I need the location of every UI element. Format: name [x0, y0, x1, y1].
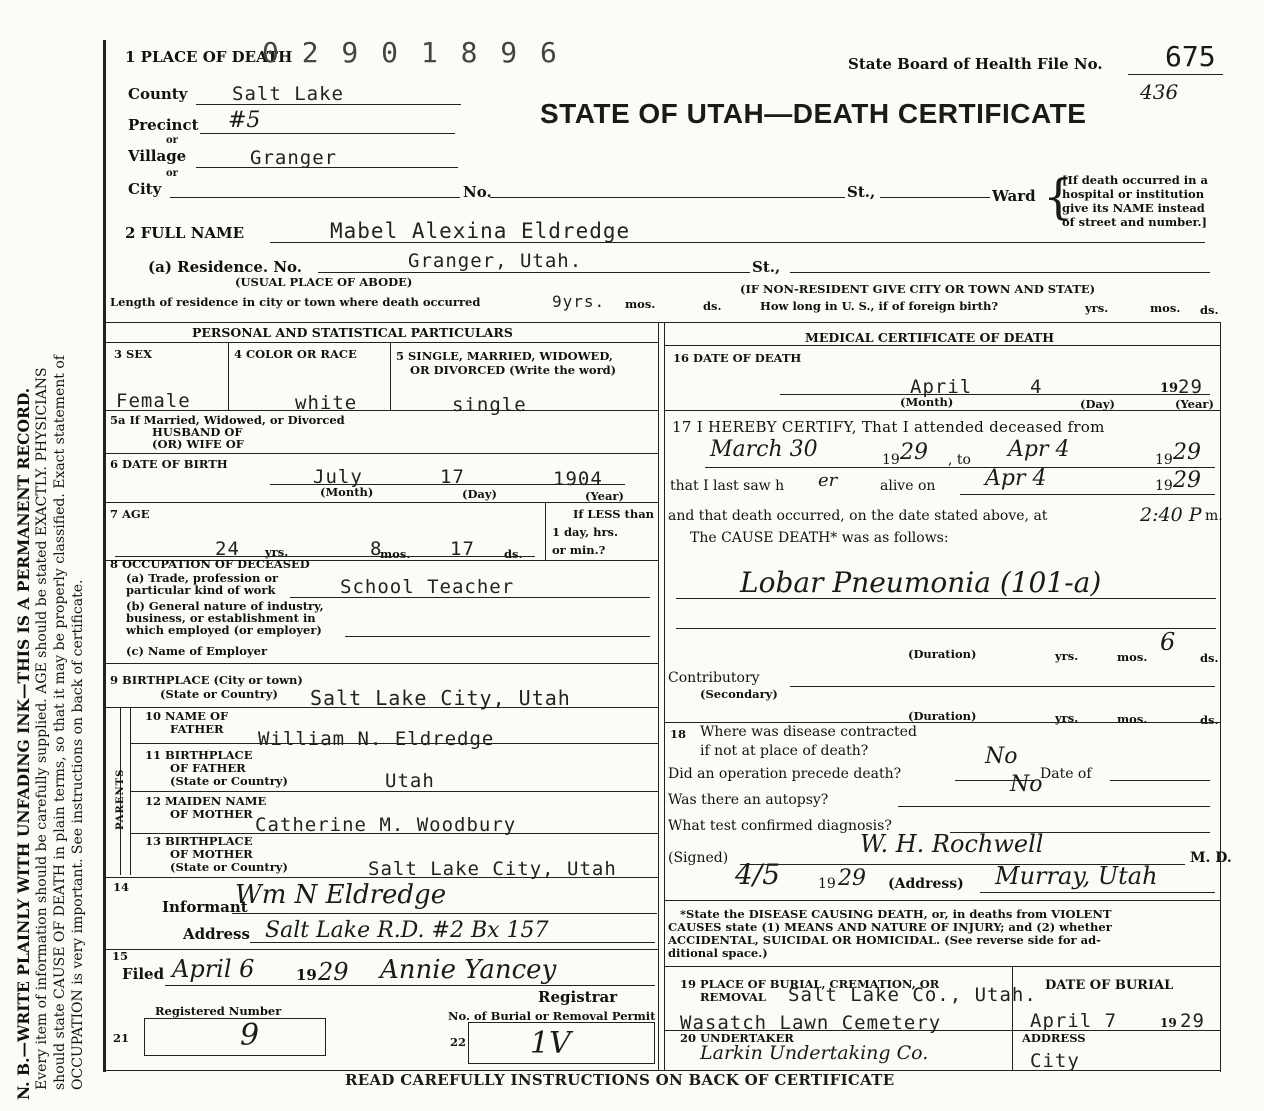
death-year: 29 [1178, 376, 1203, 398]
attend-to: Apr 4 [1008, 437, 1070, 462]
local-number: 436 [1140, 80, 1179, 104]
autopsy-label: Was there an autopsy? [668, 792, 829, 808]
contributory-label: Contributory [668, 670, 760, 686]
full-name-label: 2 FULL NAME [125, 224, 245, 242]
sex-label: 3 SEX [114, 347, 152, 361]
occupation-b-label-3: which employed (or employer) [126, 623, 322, 637]
side-note-2: Every item of information should be carefully supplied. AGE should be stated EXACTLY. PHYSICIANS [34, 367, 50, 1090]
death-day-label: (Day) [1080, 397, 1115, 411]
father-label-1: 10 NAME OF [145, 709, 229, 723]
attend-from-year: 29 [900, 440, 928, 465]
death-year-label: (Year) [1175, 397, 1214, 411]
parents-label: PARENTS [115, 768, 126, 830]
duration-ds-label: ds. [1200, 651, 1219, 665]
duration-label: (Duration) [908, 647, 977, 661]
dob-month-label: (Month) [320, 485, 374, 499]
burial-label-2: REMOVAL [700, 990, 766, 1004]
marital-label-1: 5 SINGLE, MARRIED, WIDOWED, [396, 349, 613, 363]
physician-signature: W. H. Rochwell [860, 830, 1044, 858]
footnote-1: *State the DISEASE CAUSING DEATH, or, in deaths from VIOLENT [680, 907, 1112, 921]
informant-address-label: Address [183, 925, 250, 943]
occupation-label: 8 OCCUPATION OF DECEASED [110, 557, 310, 571]
husband-label-2: HUSBAND OF [152, 425, 243, 439]
secondary-label: (Secondary) [700, 687, 778, 701]
dob-label: 6 DATE OF BIRTH [110, 457, 228, 471]
dob-day: 17 [440, 466, 465, 488]
burial-year: 29 [1180, 1010, 1205, 1032]
place-of-death-label: 1 PLACE OF DEATH [125, 48, 293, 66]
foreign-mos-label: mos. [1150, 301, 1181, 315]
death-time-suffix: m. [1205, 508, 1223, 524]
informant-number: 14 [113, 880, 130, 894]
file-number: 675 [1165, 40, 1216, 73]
center-divider [658, 322, 659, 1070]
age-days: 17 [450, 538, 475, 560]
undertaker-value: Larkin Undertaking Co. [700, 1042, 929, 1064]
hospital-note-4: of street and number.] [1062, 215, 1207, 229]
father-bp-label-3: (State or Country) [170, 774, 288, 788]
duration2-yrs-label: yrs. [1055, 711, 1079, 725]
test-label: What test confirmed diagnosis? [668, 818, 892, 834]
footnote-2: CAUSES state (1) MEANS AND NATURE OF INJURY; and (2) whether [668, 920, 1112, 934]
informant-value: Wm N Eldredge [235, 880, 447, 910]
duration2-ds-label: ds. [1200, 713, 1219, 727]
attend-to-19: 19 [1155, 452, 1173, 468]
foreign-birth-label: How long in U. S., if of foreign birth? [760, 299, 999, 313]
duration2-mos-label: mos. [1117, 712, 1148, 726]
last-saw-19: 19 [1155, 478, 1173, 494]
filed-year: 29 [318, 958, 349, 986]
personal-section-title: PERSONAL AND STATISTICAL PARTICULARS [192, 325, 513, 340]
death-month: April [910, 376, 973, 398]
certificate-number: 0 2 9 0 1 8 9 6 [262, 36, 560, 69]
side-note-4: OCCUPATION is very important. See instructions on back of certificate. [70, 579, 86, 1090]
md-label: M. D. [1190, 850, 1232, 866]
st-label: St., [847, 183, 876, 201]
footnote-4: ditional space.) [668, 946, 768, 960]
right-border [1220, 322, 1221, 1072]
ward-label: Ward [992, 187, 1036, 205]
q18-line-2: if not at place of death? [700, 743, 869, 759]
mother-bp-label-2: OF MOTHER [170, 847, 253, 861]
certificate-title: STATE OF UTAH—DEATH CERTIFICATE [540, 98, 1087, 129]
registrar-signature: Annie Yancey [380, 955, 557, 985]
filed-date: April 6 [172, 955, 255, 983]
age-mos-label: mos. [380, 547, 411, 561]
foreign-yrs-label: yrs. [1085, 301, 1109, 315]
no-label: No. [463, 183, 492, 201]
length-mos-label: mos. [625, 297, 656, 311]
attend-from-19: 19 [882, 452, 900, 468]
attend-to-year: 29 [1173, 440, 1201, 465]
undertaker-address-label: ADDRESS [1022, 1031, 1086, 1045]
cause-label: The CAUSE DEATH* was as follows: [690, 530, 949, 546]
hospital-note-2: hospital or institution [1062, 187, 1205, 201]
filed-year-prefix: 19 [296, 966, 317, 984]
village-value: Granger [250, 147, 338, 169]
footer-instructions: READ CAREFULLY INSTRUCTIONS ON BACK OF CERTIFICATE [345, 1071, 895, 1089]
alive-on-label: alive on [880, 478, 936, 494]
age-years: 24 [215, 538, 240, 560]
age-months: 8 [370, 538, 383, 560]
burial-permit-value: 1V [530, 1026, 571, 1061]
burial-label-1: 19 PLACE OF BURIAL, CREMATION, OR [680, 977, 940, 991]
address-label: (Address) [888, 876, 964, 892]
left-border [103, 40, 106, 1072]
filed-number: 15 [112, 949, 129, 963]
occupation-b-label-2: business, or establishment in [126, 611, 316, 625]
occupation-c-label: (c) Name of Employer [126, 644, 268, 658]
mother-label-1: 12 MAIDEN NAME [145, 794, 267, 808]
cause-of-death: Lobar Pneumonia (101-a) [740, 566, 1102, 599]
father-bp-label-2: OF FATHER [170, 761, 246, 775]
age-ds-label: ds. [504, 547, 523, 561]
last-saw-pronoun: er [818, 470, 838, 491]
signed-label: (Signed) [668, 850, 729, 866]
operation-value: No [985, 744, 1018, 769]
number-21: 21 [113, 1031, 130, 1045]
sex-value: Female [116, 390, 191, 412]
autopsy-value: No [1010, 772, 1043, 797]
certify-text: 17 I HEREBY CERTIFY, That I attended deceased from [672, 418, 1105, 436]
attend-from: March 30 [710, 437, 818, 462]
residence-label: (a) Residence. No. [148, 258, 303, 276]
length-ds-label: ds. [703, 299, 722, 313]
occupation-b-label-1: (b) General nature of industry, [126, 599, 324, 613]
burial-permit-label: No. of Burial or Removal Permit [448, 1009, 656, 1023]
signed-date: 4/5 [735, 858, 781, 891]
operation-label: Did an operation precede death? [668, 766, 902, 782]
usual-abode-label: (USUAL PLACE OF ABODE) [235, 275, 413, 289]
number-22: 22 [450, 1035, 467, 1049]
burial-date-label: DATE OF BURIAL [1045, 978, 1174, 993]
q18-number: 18 [670, 727, 687, 741]
color-label: 4 COLOR OR RACE [234, 347, 357, 361]
medical-section-title: MEDICAL CERTIFICATE OF DEATH [805, 330, 1055, 345]
undertaker-label: 20 UNDERTAKER [680, 1031, 794, 1045]
filed-label: Filed [122, 965, 165, 983]
duration-yrs-label: yrs. [1055, 649, 1079, 663]
marital-value: single [452, 394, 527, 416]
foreign-ds-label: ds. [1200, 303, 1219, 317]
informant-address: Salt Lake R.D. #2 Bx 157 [265, 918, 549, 943]
death-year-prefix: 19 [1160, 381, 1179, 396]
dob-month: July [313, 466, 363, 488]
precinct-value: #5 [228, 108, 261, 133]
signed-year: 29 [838, 866, 866, 891]
registered-number-value: 9 [240, 1018, 260, 1053]
cemetery: Wasatch Lawn Cemetery [680, 1012, 942, 1034]
birthplace-label-2: (State or Country) [160, 687, 278, 701]
mother-value: Catherine M. Woodbury [255, 814, 517, 836]
or-label-2: or [166, 168, 178, 179]
county-value: Salt Lake [232, 83, 344, 105]
city-label: City [128, 180, 162, 198]
color-value: white [295, 392, 358, 414]
death-day: 4 [1030, 376, 1043, 398]
dob-year: 1904 [553, 468, 603, 490]
death-date-label: 16 DATE OF DEATH [673, 351, 802, 365]
footnote-3: ACCIDENTAL, SUICIDAL OR HOMICIDAL. (See reverse side for ad- [668, 933, 1101, 947]
duration-months: 6 [1160, 628, 1176, 656]
undertaker-address: City [1030, 1050, 1080, 1072]
father-bp-value: Utah [385, 770, 435, 792]
occupation-a-label-2: particular kind of work [126, 583, 276, 597]
father-value: William N. Eldredge [258, 728, 495, 750]
residence-st-label: St., [752, 258, 781, 276]
precinct-label: Precinct [128, 116, 199, 134]
mother-label-2: OF MOTHER [170, 807, 253, 821]
registered-number-label: Registered Number [155, 1004, 282, 1018]
last-saw-year: 29 [1173, 468, 1201, 493]
last-saw-date: Apr 4 [985, 466, 1047, 491]
burial-19: 19 [1160, 1016, 1177, 1030]
side-note-3: should state CAUSE OF DEATH in plain terms, so that it may be properly classified. Exact statement of [52, 355, 68, 1090]
residence-value: Granger, Utah. [408, 250, 583, 272]
date-of-label: Date of [1040, 766, 1092, 782]
registered-number-box [144, 1018, 326, 1056]
father-bp-label-1: 11 BIRTHPLACE [145, 748, 253, 762]
husband-label-1: 5a If Married, Widowed, or Divorced [110, 413, 345, 427]
age-yrs-label: yrs. [265, 545, 289, 559]
occupation-value: School Teacher [340, 576, 515, 598]
burial-place: Salt Lake Co., Utah. [788, 984, 1037, 1006]
physician-address: Murray, Utah [995, 862, 1158, 890]
occupation-a-label-1: (a) Trade, profession or [126, 571, 279, 585]
length-residence-years: 9yrs. [552, 292, 606, 311]
non-resident-label: (IF NON-RESIDENT GIVE CITY OR TOWN AND STATE) [740, 282, 1096, 296]
death-month-label: (Month) [900, 395, 954, 409]
less-than-label-1: If LESS than [573, 507, 655, 521]
signed-19: 19 [818, 876, 836, 892]
less-than-label-2: 1 day, hrs. [552, 525, 618, 539]
duration-mos-label: mos. [1117, 650, 1148, 664]
informant-label: Informant [162, 898, 248, 916]
length-residence-label: Length of residence in city or town where death occurred [110, 295, 481, 309]
husband-label-3: (OR) WIFE OF [152, 437, 244, 451]
birthplace-value: Salt Lake City, Utah [310, 686, 571, 710]
village-label: Village [128, 147, 187, 165]
mother-bp-label-1: 13 BIRTHPLACE [145, 834, 253, 848]
mother-bp-label-3: (State or Country) [170, 860, 288, 874]
to-label: , to [948, 452, 971, 468]
q18-line-1: Where was disease contracted [700, 724, 917, 740]
side-note-1: N. B.—WRITE PLAINLY WITH UNFADING INK—THIS IS A PERMANENT RECORD. [14, 387, 33, 1100]
death-occurred-label: and that death occurred, on the date stated above, at [668, 508, 1048, 524]
burial-date: April 7 [1030, 1010, 1118, 1032]
last-saw-label: that I last saw h [670, 478, 785, 494]
full-name-value: Mabel Alexina Eldredge [330, 219, 631, 243]
father-label-2: FATHER [170, 722, 224, 736]
birthplace-label-1: 9 BIRTHPLACE (City or town) [110, 673, 303, 687]
marital-label-2: OR DIVORCED (Write the word) [410, 363, 617, 377]
mother-bp-value: Salt Lake City, Utah [368, 858, 617, 880]
registrar-label: Registrar [538, 988, 618, 1006]
county-label: County [128, 85, 188, 103]
duration2-label: (Duration) [908, 709, 977, 723]
file-number-label: State Board of Health File No. [848, 55, 1103, 73]
less-than-label-3: or min.? [552, 543, 606, 557]
age-label: 7 AGE [110, 507, 150, 521]
hospital-note-3: give its NAME instead [1062, 201, 1205, 215]
death-time: 2:40 P [1140, 504, 1202, 526]
hospital-note-1: [If death occurred in a [1062, 173, 1208, 187]
or-label-1: or [166, 135, 178, 146]
dob-year-label: (Year) [585, 489, 624, 503]
dob-day-label: (Day) [462, 487, 497, 501]
